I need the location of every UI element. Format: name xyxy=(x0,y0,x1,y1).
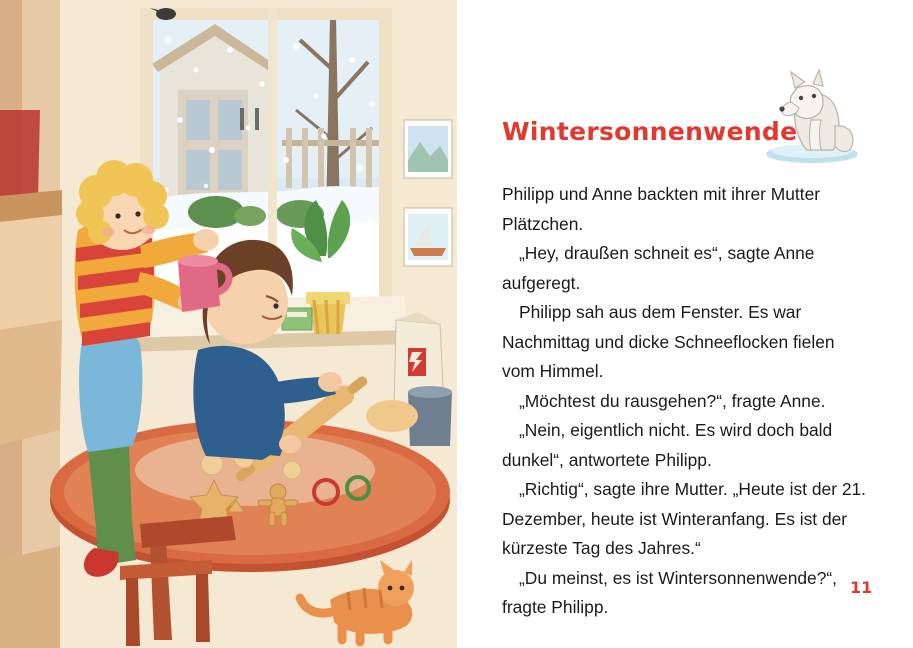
paragraph-6: „Richtig“, sagte ihre Mutter. „Heute ist der 21. Dezember, heute ist Winteranfang. Es ist der kürzeste Tag des Jahres.“ xyxy=(502,479,866,558)
paragraph-1: Philipp und Anne backten mit ihrer Mutter Plätzchen. xyxy=(502,184,821,234)
paragraph-5: „Nein, eigentlich nicht. Es wird doch bald dunkel“, antwortete Philipp. xyxy=(502,420,833,470)
text-page xyxy=(457,0,913,648)
wolf-illustration xyxy=(747,62,877,167)
story-text xyxy=(502,180,872,623)
paragraph-3: Philipp sah aus dem Fenster. Es war Nachmittag und dicke Schneeflocken fielen vom Himmel. xyxy=(502,302,835,381)
page-number: 11 xyxy=(850,578,873,597)
chapter-title: Wintersonnenwende xyxy=(502,116,798,146)
paragraph-7: „Du meinst, es ist Wintersonnenwende?“, fragte Philipp. xyxy=(502,567,837,617)
paragraph-2: „Hey, draußen schneit es“, sagte Anne aufgeregt. xyxy=(502,243,815,293)
paragraph-4: „Möchtest du rausgehen?“, fragte Anne. xyxy=(519,390,826,411)
